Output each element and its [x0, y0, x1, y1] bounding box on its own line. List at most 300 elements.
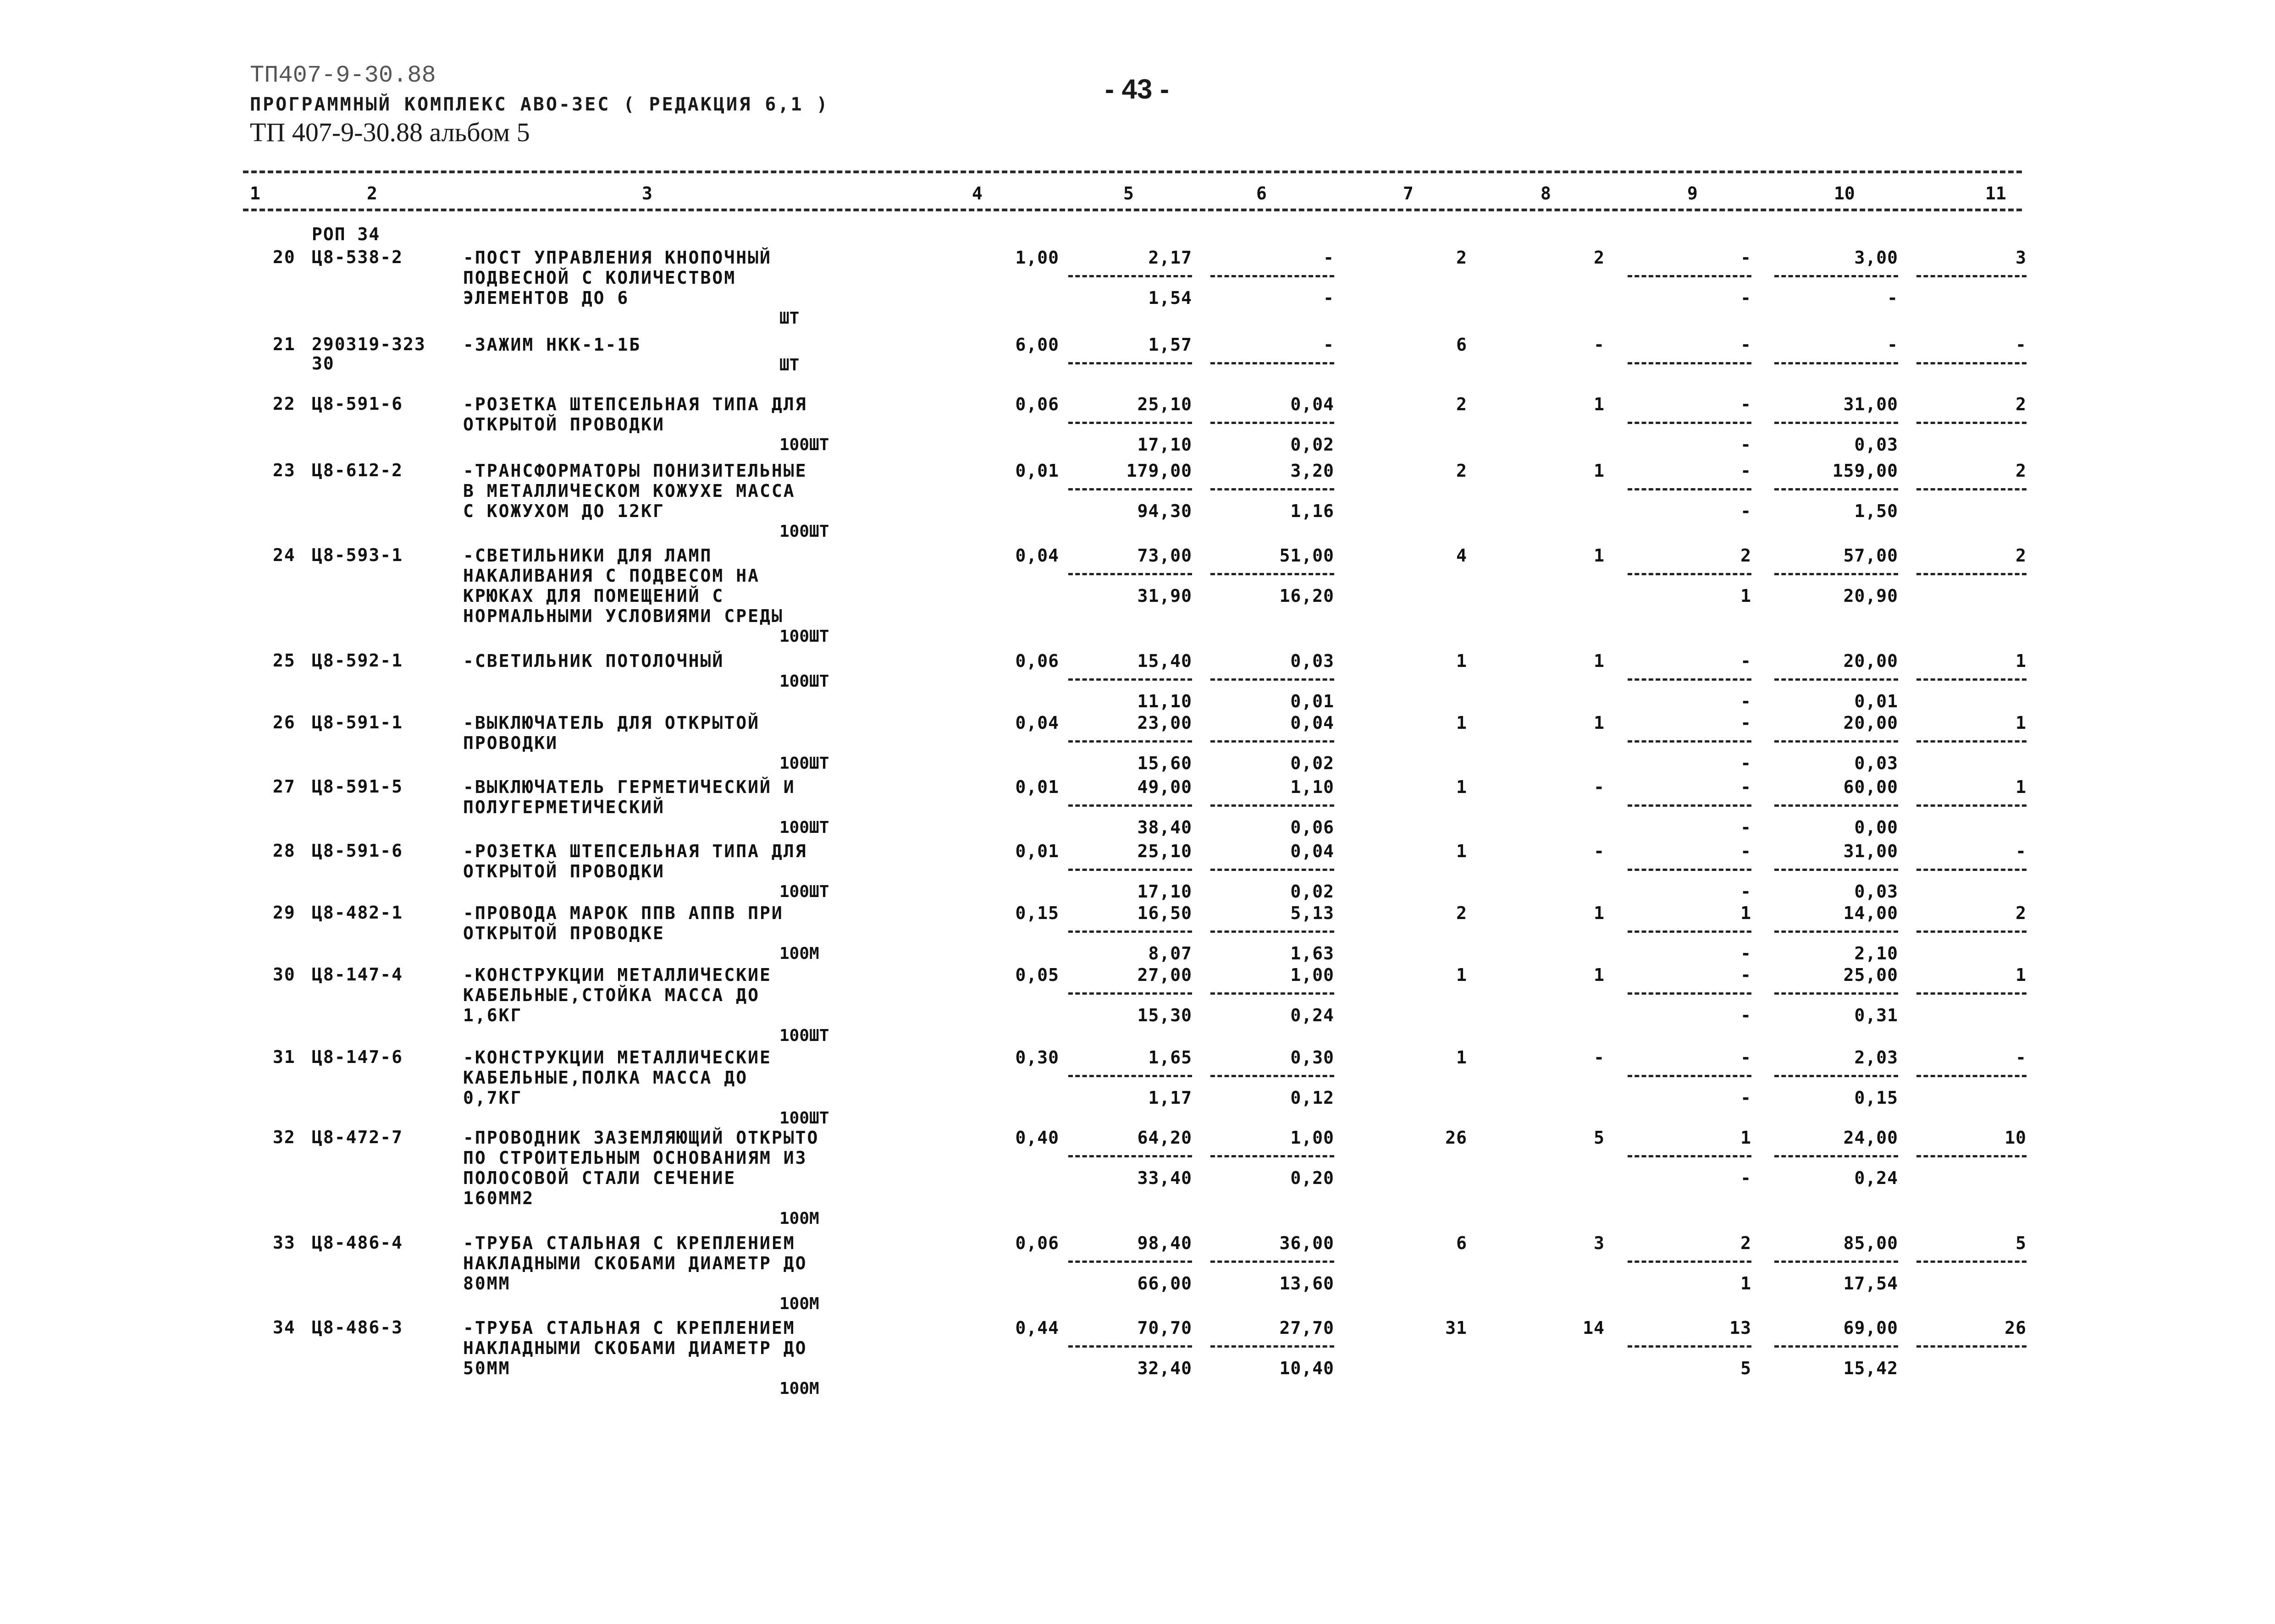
total-machine-wages: 5	[1740, 1358, 1751, 1378]
cell-divider	[1628, 1155, 1751, 1157]
labor-machinist-unit: -	[1887, 288, 1898, 308]
cell-divider	[1774, 1261, 1898, 1263]
item-code: Ц8-472-7	[312, 1127, 403, 1147]
unit-cost-machine-wages: 1,16	[1290, 501, 1334, 521]
cell-divider	[1210, 488, 1334, 490]
item-code: 290319-323 30	[312, 334, 426, 374]
unit-cost-wages: 1,17	[1148, 1088, 1192, 1108]
unit-cost-wages: 8,07	[1148, 943, 1192, 963]
cell-divider	[1210, 275, 1334, 277]
item-code: Ц8-147-6	[312, 1047, 403, 1067]
labor-machinist-unit: 15,42	[1843, 1358, 1898, 1378]
cell-divider	[1916, 930, 2027, 933]
row-number: 28	[273, 841, 296, 861]
quantity-value: 0,44	[1015, 1318, 1059, 1338]
labor-unit: 25,00	[1843, 965, 1898, 985]
unit-cost-machines: 27,70	[1279, 1318, 1334, 1338]
unit-cost-machines: -	[1323, 248, 1334, 268]
quantity-value: 0,01	[1015, 461, 1059, 481]
labor-total: 2	[2015, 903, 2027, 923]
cell-divider	[1628, 573, 1751, 575]
unit-cost-wages: 32,40	[1137, 1358, 1192, 1378]
column-header-9: 9	[1687, 183, 1698, 204]
cell-divider	[1628, 1261, 1751, 1263]
cell-divider	[1210, 992, 1334, 995]
column-header-7: 7	[1403, 183, 1414, 204]
labor-machinist-unit: 0,24	[1854, 1168, 1898, 1188]
total-machines: -	[1740, 965, 1751, 985]
cell-divider	[1068, 488, 1192, 490]
labor-machinist-unit: 0,31	[1854, 1005, 1898, 1025]
labor-unit: 20,00	[1843, 713, 1898, 733]
total-machines: -	[1740, 777, 1751, 797]
total-wages: -	[1594, 777, 1605, 797]
cell-divider	[1068, 740, 1192, 743]
unit-of-measure: 100ШТ	[779, 627, 829, 646]
total-machines: -	[1740, 713, 1751, 733]
unit-cost-machine-wages: 0,01	[1290, 691, 1334, 711]
cell-divider	[1916, 1345, 2027, 1348]
cell-divider	[1210, 1155, 1334, 1157]
item-description: -СВЕТИЛЬНИК ПОТОЛОЧНЫЙ	[463, 651, 724, 671]
unit-of-measure: 100ШТ	[779, 522, 829, 541]
row-number: 33	[273, 1233, 296, 1253]
unit-of-measure: ШТ	[779, 356, 800, 374]
unit-cost-machines: 3,20	[1290, 461, 1334, 481]
total-wages: -	[1594, 841, 1605, 861]
total-cost: 1	[1456, 651, 1467, 671]
unit-cost-wages: 33,40	[1137, 1168, 1192, 1188]
quantity-value: 0,30	[1015, 1047, 1059, 1068]
total-machines: 1	[1740, 1128, 1751, 1148]
unit-cost-machine-wages: 0,02	[1290, 753, 1334, 773]
total-machine-wages: -	[1740, 501, 1751, 521]
cell-divider	[1628, 678, 1751, 681]
total-machines: -	[1740, 461, 1751, 481]
unit-cost-total: 1,65	[1148, 1047, 1192, 1068]
total-cost: 31	[1445, 1318, 1467, 1338]
cell-divider	[1210, 804, 1334, 807]
cell-divider	[1774, 488, 1898, 490]
labor-unit: 69,00	[1843, 1318, 1898, 1338]
quantity-value: 0,15	[1015, 903, 1059, 923]
cell-divider	[1628, 362, 1751, 364]
cell-divider	[1068, 1261, 1192, 1263]
row-number: 24	[273, 545, 296, 565]
row-number: 29	[273, 903, 296, 923]
total-wages: 1	[1594, 713, 1605, 733]
labor-unit: 2,03	[1854, 1047, 1898, 1068]
labor-total: 10	[2004, 1128, 2027, 1148]
cell-divider	[1628, 804, 1751, 807]
item-description: -РОЗЕТКА ШТЕПСЕЛЬНАЯ ТИПА ДЛЯ ОТКРЫТОЙ ПРОВОДКИ	[463, 841, 807, 881]
total-machines: 2	[1740, 1233, 1751, 1253]
total-wages: 1	[1594, 965, 1605, 985]
cell-divider	[1916, 869, 2027, 871]
item-code: Ц8-538-2	[312, 247, 403, 267]
cell-divider	[1628, 488, 1751, 490]
labor-machinist-unit: 0,03	[1854, 435, 1898, 455]
unit-cost-machines: 0,30	[1290, 1047, 1334, 1068]
cell-divider	[1916, 740, 2027, 743]
total-machine-wages: 1	[1740, 1273, 1751, 1294]
cell-divider	[1916, 488, 2027, 490]
total-machines: 1	[1740, 903, 1751, 923]
unit-cost-total: 1,57	[1148, 335, 1192, 355]
unit-of-measure: 100ШТ	[779, 672, 829, 691]
program-title: ПРОГРАММНЫЙ КОМПЛЕКС АВО-3ЕС ( РЕДАКЦИЯ 6,1 )	[250, 94, 829, 115]
column-header-3: 3	[642, 183, 652, 204]
row-number: 31	[273, 1047, 296, 1067]
quantity-value: 0,01	[1015, 841, 1059, 861]
row-number: 20	[273, 247, 296, 267]
cell-divider	[1210, 1075, 1334, 1077]
row-number: 21	[273, 334, 296, 354]
unit-cost-total: 49,00	[1137, 777, 1192, 797]
quantity-value: 0,06	[1015, 651, 1059, 671]
total-machines: -	[1740, 1047, 1751, 1068]
item-code: Ц8-482-1	[312, 903, 403, 923]
total-machine-wages: -	[1740, 1005, 1751, 1025]
labor-unit: 60,00	[1843, 777, 1898, 797]
unit-cost-machine-wages: 13,60	[1279, 1273, 1334, 1294]
total-machines: 13	[1729, 1318, 1751, 1338]
document-stamp: ТП407-9-30.88	[250, 62, 436, 89]
labor-total: 1	[2015, 777, 2027, 797]
item-description: -ВЫКЛЮЧАТЕЛЬ ГЕРМЕТИЧЕСКИЙ И ПОЛУГЕРМЕТИЧЕСКИЙ	[463, 777, 795, 817]
item-code: Ц8-147-4	[312, 964, 403, 985]
unit-cost-machine-wages: 0,12	[1290, 1088, 1334, 1108]
labor-machinist-unit: 20,90	[1843, 586, 1898, 606]
labor-total: 2	[2015, 394, 2027, 414]
column-header-2: 2	[367, 183, 377, 204]
total-cost: 1	[1456, 713, 1467, 733]
labor-machinist-unit: 0,03	[1854, 881, 1898, 902]
unit-cost-total: 73,00	[1137, 545, 1192, 566]
total-cost: 6	[1456, 1233, 1467, 1253]
unit-cost-total: 15,40	[1137, 651, 1192, 671]
labor-unit: 20,00	[1843, 651, 1898, 671]
item-description: -ПРОВОДНИК ЗАЗЕМЛЯЮЩИЙ ОТКРЫТО ПО СТРОИТЕЛЬНЫМ ОСНОВАНИЯМ ИЗ ПОЛОСОВОЙ СТАЛИ СЕЧЕНИЕ 160ММ2	[463, 1128, 819, 1208]
item-code: Ц8-486-3	[312, 1317, 403, 1338]
total-machine-wages: -	[1740, 691, 1751, 711]
row-number: 32	[273, 1127, 296, 1147]
labor-machinist-unit: 0,01	[1854, 691, 1898, 711]
unit-cost-total: 16,50	[1137, 903, 1192, 923]
unit-cost-total: 179,00	[1126, 461, 1192, 481]
item-description: -СВЕТИЛЬНИКИ ДЛЯ ЛАМП НАКАЛИВАНИЯ С ПОДВЕСОМ НА КРЮКАХ ДЛЯ ПОМЕЩЕНИЙ С НОРМАЛЬНЫМИ УСЛОВИЯМИ СРЕДЫ	[463, 545, 784, 626]
unit-of-measure: 100М	[779, 944, 819, 963]
unit-cost-machine-wages: 1,63	[1290, 943, 1334, 963]
labor-machinist-unit: 0,03	[1854, 753, 1898, 773]
labor-total: 1	[2015, 713, 2027, 733]
column-header-6: 6	[1256, 183, 1267, 204]
item-description: -ПОСТ УПРАВЛЕНИЯ КНОПОЧНЫЙ ПОДВЕСНОЙ С КОЛИЧЕСТВОМ ЭЛЕМЕНТОВ ДО 6	[463, 248, 772, 308]
total-wages: -	[1594, 335, 1605, 355]
row-number: 30	[273, 964, 296, 985]
total-machine-wages: -	[1740, 881, 1751, 902]
cell-divider	[1774, 992, 1898, 995]
column-header-5: 5	[1123, 183, 1134, 204]
unit-cost-machines: 0,04	[1290, 713, 1334, 733]
unit-cost-wages: 38,40	[1137, 817, 1192, 837]
item-code: Ц8-612-2	[312, 460, 403, 480]
total-machines: -	[1740, 841, 1751, 861]
unit-cost-machines: 0,04	[1290, 841, 1334, 861]
unit-cost-machines: 0,04	[1290, 394, 1334, 414]
item-code: Ц8-591-5	[312, 776, 403, 797]
cell-divider	[1916, 678, 2027, 681]
column-header-8: 8	[1541, 183, 1551, 204]
item-description: -ТРАНСФОРМАТОРЫ ПОНИЗИТЕЛЬНЫЕ В МЕТАЛЛИЧЕСКОМ КОЖУХЕ МАССА С КОЖУХОМ ДО 12КГ	[463, 461, 807, 521]
cell-divider	[1916, 275, 2027, 277]
labor-machinist-unit: 17,54	[1843, 1273, 1898, 1294]
item-code: Ц8-592-1	[312, 650, 403, 671]
cell-divider	[1628, 422, 1751, 424]
unit-of-measure: 100М	[779, 1209, 819, 1228]
column-header-11: 11	[1985, 183, 2006, 204]
unit-cost-total: 23,00	[1137, 713, 1192, 733]
unit-cost-machine-wages: 10,40	[1279, 1358, 1334, 1378]
unit-cost-machine-wages: -	[1323, 288, 1334, 308]
cell-divider	[1774, 740, 1898, 743]
labor-unit: 3,00	[1854, 248, 1898, 268]
cell-divider	[1628, 1075, 1751, 1077]
row-number: 25	[273, 650, 296, 671]
labor-unit: -	[1887, 335, 1898, 355]
total-cost: 1	[1456, 1047, 1467, 1068]
cell-divider	[1774, 804, 1898, 807]
cell-divider	[1068, 992, 1192, 995]
total-cost: 4	[1456, 545, 1467, 566]
labor-unit: 14,00	[1843, 903, 1898, 923]
unit-cost-wages: 11,10	[1137, 691, 1192, 711]
item-code: Ц8-593-1	[312, 545, 403, 565]
cell-divider	[1916, 1075, 2027, 1077]
cell-divider	[1068, 678, 1192, 681]
cell-divider	[1210, 1345, 1334, 1348]
cell-divider	[1068, 804, 1192, 807]
total-wages: 2	[1594, 248, 1605, 268]
labor-total: 2	[2015, 461, 2027, 481]
quantity-value: 0,06	[1015, 1233, 1059, 1253]
total-wages: 1	[1594, 394, 1605, 414]
labor-unit: 159,00	[1832, 461, 1898, 481]
cell-divider	[1774, 422, 1898, 424]
unit-cost-machine-wages: 0,20	[1290, 1168, 1334, 1188]
column-header-1: 1	[250, 183, 260, 204]
unit-cost-total: 98,40	[1137, 1233, 1192, 1253]
item-code: Ц8-591-1	[312, 712, 403, 732]
cell-divider	[1628, 869, 1751, 871]
unit-cost-machines: 0,03	[1290, 651, 1334, 671]
cell-divider	[1068, 869, 1192, 871]
page-number: - 43 -	[1105, 74, 1170, 105]
quantity-value: 0,40	[1015, 1128, 1059, 1148]
cell-divider	[1916, 992, 2027, 995]
labor-total: 5	[2015, 1233, 2027, 1253]
quantity-value: 0,01	[1015, 777, 1059, 797]
unit-of-measure: 100ШТ	[779, 818, 829, 837]
unit-cost-total: 2,17	[1148, 248, 1192, 268]
labor-total: 3	[2015, 248, 2027, 268]
cell-divider	[1916, 362, 2027, 364]
labor-total: -	[2015, 841, 2027, 861]
item-description: -ЗАЖИМ НКК-1-1Б	[463, 335, 641, 355]
item-description: -ТРУБА СТАЛЬНАЯ С КРЕПЛЕНИЕМ НАКЛАДНЫМИ СКОБАМИ ДИАМЕТР ДО 80ММ	[463, 1233, 807, 1294]
album-reference: ТП 407-9-30.88 альбом 5	[250, 117, 530, 147]
total-cost: 26	[1445, 1128, 1467, 1148]
cell-divider	[1774, 573, 1898, 575]
cell-divider	[1916, 1261, 2027, 1263]
item-description: -ПРОВОДА МАРОК ППВ АППВ ПРИ ОТКРЫТОЙ ПРОВОДКЕ	[463, 903, 784, 943]
cell-divider	[1628, 930, 1751, 933]
labor-total: -	[2015, 335, 2027, 355]
unit-cost-machine-wages: 0,02	[1290, 881, 1334, 902]
unit-cost-wages: 66,00	[1137, 1273, 1192, 1294]
section-label: РОП 34	[312, 224, 381, 244]
quantity-value: 0,05	[1015, 965, 1059, 985]
cell-divider	[1774, 930, 1898, 933]
unit-cost-wages: 31,90	[1137, 586, 1192, 606]
total-machines: 2	[1740, 545, 1751, 566]
total-cost: 2	[1456, 394, 1467, 414]
unit-of-measure: 100М	[779, 1379, 819, 1398]
quantity-value: 0,06	[1015, 394, 1059, 414]
total-wages: 1	[1594, 545, 1605, 566]
unit-of-measure: ШТ	[779, 309, 800, 328]
unit-cost-machine-wages: 0,24	[1290, 1005, 1334, 1025]
labor-total: 2	[2015, 545, 2027, 566]
total-cost: 2	[1456, 461, 1467, 481]
cell-divider	[1210, 362, 1334, 364]
total-machine-wages: -	[1740, 1168, 1751, 1188]
column-header-10: 10	[1834, 183, 1855, 204]
quantity-value: 6,00	[1015, 335, 1059, 355]
unit-cost-machines: 1,00	[1290, 1128, 1334, 1148]
item-code: Ц8-591-6	[312, 394, 403, 414]
cell-divider	[1916, 573, 2027, 575]
cell-divider	[1628, 1345, 1751, 1348]
cell-divider	[1210, 930, 1334, 933]
cell-divider	[1774, 275, 1898, 277]
total-cost: 1	[1456, 841, 1467, 861]
unit-cost-machine-wages: 0,06	[1290, 817, 1334, 837]
cell-divider	[1068, 422, 1192, 424]
unit-cost-total: 64,20	[1137, 1128, 1192, 1148]
unit-of-measure: 100ШТ	[779, 1026, 829, 1045]
item-code: Ц8-591-6	[312, 841, 403, 861]
unit-cost-total: 25,10	[1137, 841, 1192, 861]
cell-divider	[1210, 678, 1334, 681]
unit-cost-wages: 1,54	[1148, 288, 1192, 308]
unit-of-measure: 100ШТ	[779, 882, 829, 901]
total-machines: -	[1740, 248, 1751, 268]
total-machines: -	[1740, 651, 1751, 671]
unit-cost-machine-wages: 16,20	[1279, 586, 1334, 606]
labor-total: 1	[2015, 965, 2027, 985]
unit-cost-machines: 5,13	[1290, 903, 1334, 923]
labor-unit: 85,00	[1843, 1233, 1898, 1253]
labor-unit: 31,00	[1843, 394, 1898, 414]
total-cost: 2	[1456, 248, 1467, 268]
total-wages: 1	[1594, 903, 1605, 923]
unit-cost-machines: -	[1323, 335, 1334, 355]
row-number: 34	[273, 1317, 296, 1338]
item-description: -КОНСТРУКЦИИ МЕТАЛЛИЧЕСКИЕ КАБЕЛЬНЫЕ,СТОЙКА МАССА ДО 1,6КГ	[463, 965, 772, 1025]
labor-total: 26	[2004, 1318, 2027, 1338]
unit-cost-machine-wages: 0,02	[1290, 435, 1334, 455]
cell-divider	[1628, 275, 1751, 277]
unit-cost-wages: 15,60	[1137, 753, 1192, 773]
cell-divider	[1068, 1075, 1192, 1077]
cell-divider	[1774, 1345, 1898, 1348]
cell-divider	[1774, 362, 1898, 364]
cell-divider	[1774, 869, 1898, 871]
total-wages: 3	[1594, 1233, 1605, 1253]
quantity-value: 1,00	[1015, 248, 1059, 268]
total-machine-wages: -	[1740, 817, 1751, 837]
total-cost: 2	[1456, 903, 1467, 923]
item-description: -РОЗЕТКА ШТЕПСЕЛЬНАЯ ТИПА ДЛЯ ОТКРЫТОЙ ПРОВОДКИ	[463, 394, 807, 435]
cell-divider	[1916, 1155, 2027, 1157]
item-description: -ВЫКЛЮЧАТЕЛЬ ДЛЯ ОТКРЫТОЙ ПРОВОДКИ	[463, 713, 760, 753]
unit-of-measure: 100М	[779, 1294, 819, 1313]
labor-machinist-unit: 2,10	[1854, 943, 1898, 963]
unit-cost-wages: 17,10	[1137, 881, 1192, 902]
total-wages: 5	[1594, 1128, 1605, 1148]
cell-divider	[1628, 992, 1751, 995]
row-number: 26	[273, 712, 296, 732]
cell-divider	[1068, 275, 1192, 277]
row-number: 27	[273, 776, 296, 797]
total-machine-wages: -	[1740, 1088, 1751, 1108]
labor-total: -	[2015, 1047, 2027, 1068]
cell-divider	[1210, 740, 1334, 743]
total-cost: 1	[1456, 777, 1467, 797]
labor-machinist-unit: 0,00	[1854, 817, 1898, 837]
cell-divider	[1068, 1345, 1192, 1348]
labor-machinist-unit: 0,15	[1854, 1088, 1898, 1108]
unit-of-measure: 100ШТ	[779, 754, 829, 773]
total-cost: 1	[1456, 965, 1467, 985]
unit-cost-wages: 15,30	[1137, 1005, 1192, 1025]
cell-divider	[1628, 740, 1751, 743]
cell-divider	[1068, 930, 1192, 933]
cell-divider	[1210, 869, 1334, 871]
labor-unit: 24,00	[1843, 1128, 1898, 1148]
item-code: Ц8-486-4	[312, 1233, 403, 1253]
cell-divider	[1068, 573, 1192, 575]
cell-divider	[1068, 362, 1192, 364]
cell-divider	[1774, 1155, 1898, 1157]
total-machine-wages: -	[1740, 943, 1751, 963]
labor-unit: 57,00	[1843, 545, 1898, 566]
unit-cost-total: 25,10	[1137, 394, 1192, 414]
unit-cost-machines: 36,00	[1279, 1233, 1334, 1253]
total-machine-wages: -	[1740, 435, 1751, 455]
unit-cost-machines: 51,00	[1279, 545, 1334, 566]
item-description: -КОНСТРУКЦИИ МЕТАЛЛИЧЕСКИЕ КАБЕЛЬНЫЕ,ПОЛКА МАССА ДО 0,7КГ	[463, 1047, 772, 1108]
column-header-4: 4	[972, 183, 983, 204]
total-machine-wages: 1	[1740, 586, 1751, 606]
cell-divider	[1774, 1075, 1898, 1077]
row-number: 23	[273, 460, 296, 480]
cell-divider	[1210, 422, 1334, 424]
quantity-value: 0,04	[1015, 713, 1059, 733]
labor-unit: 31,00	[1843, 841, 1898, 861]
total-wages: 14	[1583, 1318, 1605, 1338]
